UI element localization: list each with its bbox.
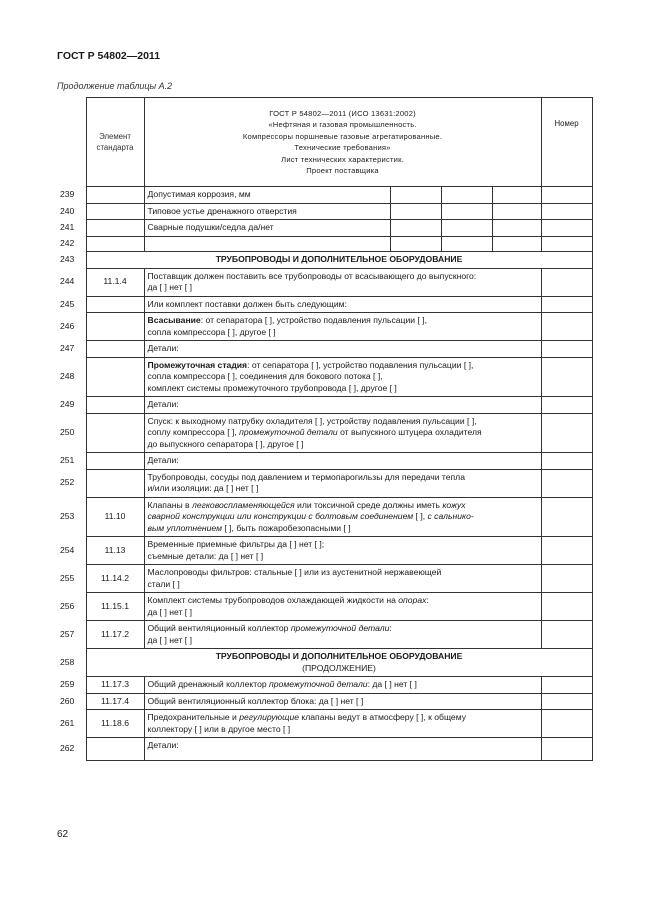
row-number: 249 — [60, 399, 75, 409]
clause-ref — [86, 397, 144, 414]
value-cell[interactable] — [541, 187, 592, 204]
clause-ref — [86, 220, 144, 237]
value-cell[interactable] — [441, 220, 492, 237]
row-text: Детали: — [144, 738, 541, 761]
row-text — [144, 236, 390, 252]
row-number: 251 — [60, 455, 75, 465]
clause-ref — [86, 296, 144, 313]
table-header-row — [57, 98, 592, 187]
clause-ref: 11.1.4 — [86, 268, 144, 296]
row-text: Всасывание: от сепаратора [ ], устройство подавления пульсации [ ], сопла компрессора [ ], другое [ ] — [144, 313, 541, 341]
table-row — [57, 537, 592, 565]
row-text: Комплект системы трубопроводов охлаждающей жидкости на опорах: да [ ] нет [ ] — [144, 593, 541, 621]
table-row — [57, 268, 592, 296]
row-number: 241 — [60, 222, 75, 232]
number-cell[interactable] — [541, 469, 592, 497]
row-text: Временные приемные фильтры да [ ] нет [ ]; съемные детали: да [ ] нет [ ] — [144, 537, 541, 565]
table-row — [57, 621, 592, 649]
table-row — [57, 649, 592, 677]
value-cell[interactable] — [492, 220, 541, 237]
clause-ref — [86, 341, 144, 358]
number-cell[interactable] — [541, 341, 592, 358]
value-cell[interactable] — [541, 236, 592, 252]
row-text: Типовое устье дренажного отверстия — [144, 203, 390, 220]
number-cell[interactable] — [541, 677, 592, 694]
value-cell[interactable] — [492, 203, 541, 220]
sheet-title: ГОСТ Р 54802—2011 (ИСО 13631:2002) «Нефтяная и газовая промышленность. Компрессоры поршневые газовые агрегатированные. Технические требования» Лист технических характеристик. Проект поставщика — [144, 98, 541, 187]
row-text: Общий вентиляционный коллектор блока: да [ ] нет [ ] — [144, 693, 541, 710]
table-row — [57, 236, 592, 252]
row-text: Или комплект поставки должен быть следующим: — [144, 296, 541, 313]
number-cell[interactable] — [541, 710, 592, 738]
value-cell[interactable] — [492, 236, 541, 252]
value-cell[interactable] — [541, 203, 592, 220]
page-number: 62 — [57, 829, 69, 840]
table-row — [57, 693, 592, 710]
row-number: 246 — [60, 320, 75, 331]
clause-ref: 11.13 — [86, 537, 144, 565]
table-row — [57, 203, 592, 220]
table-row — [57, 677, 592, 694]
row-number: 247 — [60, 343, 75, 353]
row-number: 245 — [60, 298, 75, 309]
section-heading: ТРУБОПРОВОДЫ И ДОПОЛНИТЕЛЬНОЕ ОБОРУДОВАНИЕ — [86, 252, 592, 269]
number-cell[interactable] — [541, 313, 592, 341]
row-text: Промежуточная стадия: от сепаратора [ ], устройство подавления пульсации [ ], сопла компрессора [ ], соединения для бокового потока [ ], комплект системы промежуточного трубопровода [ ], другое [ ] — [144, 357, 541, 397]
number-cell[interactable] — [541, 357, 592, 397]
number-cell[interactable] — [541, 738, 592, 761]
row-number: 243 — [60, 254, 75, 264]
row-number: 257 — [60, 628, 75, 639]
value-cell[interactable] — [441, 187, 492, 204]
number-cell[interactable] — [541, 413, 592, 453]
row-number: 256 — [60, 600, 75, 611]
clause-ref: 11.17.2 — [86, 621, 144, 649]
row-text: Детали: — [144, 341, 541, 358]
row-number: 254 — [60, 544, 75, 555]
clause-ref — [86, 357, 144, 397]
row-number: 252 — [60, 477, 75, 488]
standard-header: ГОСТ Р 54802—2011 — [57, 50, 161, 62]
clause-ref — [86, 453, 144, 470]
table-row — [57, 341, 592, 358]
table-row — [57, 220, 592, 237]
row-text: Спуск: к выходному патрубку охладителя [ ], устройству подавления пульсации [ ], соплу компрессора [ ], промежуточной детали от выпускного штуцера охладителя до выпускного сепаратора [ ], другое [ ] — [144, 413, 541, 453]
table-row — [57, 710, 592, 738]
row-text: Детали: — [144, 397, 541, 414]
value-cell[interactable] — [390, 220, 441, 237]
table-row — [57, 453, 592, 470]
clause-ref: 11.17.4 — [86, 693, 144, 710]
number-cell[interactable] — [541, 565, 592, 593]
clause-ref — [86, 203, 144, 220]
number-cell[interactable] — [541, 693, 592, 710]
row-number: 258 — [60, 656, 75, 667]
row-text: Детали: — [144, 453, 541, 470]
value-cell[interactable] — [390, 203, 441, 220]
table-row — [57, 593, 592, 621]
value-cell[interactable] — [390, 187, 441, 204]
clause-ref: 11.18.6 — [86, 710, 144, 738]
table-row — [57, 397, 592, 414]
table-row — [57, 252, 592, 269]
row-number: 248 — [60, 371, 75, 381]
row-number: 255 — [60, 572, 75, 583]
clause-ref: 11.14.2 — [86, 565, 144, 593]
row-text: Допустимая коррозия, мм — [144, 187, 390, 204]
row-number: 239 — [60, 189, 75, 199]
number-cell[interactable] — [541, 296, 592, 313]
table-row — [57, 313, 592, 341]
clause-ref: 11.17.3 — [86, 677, 144, 694]
value-cell[interactable] — [492, 187, 541, 204]
number-cell[interactable] — [541, 621, 592, 649]
clause-ref — [86, 413, 144, 453]
row-number: 250 — [60, 427, 75, 437]
table-row — [57, 497, 592, 537]
number-cell[interactable] — [541, 537, 592, 565]
clause-ref: 11.10 — [86, 497, 144, 537]
table-continuation-caption: Продолжение таблицы А.2 — [57, 81, 173, 91]
table-row — [57, 187, 592, 204]
clause-ref — [86, 469, 144, 497]
column-header-number: Номер — [541, 98, 592, 187]
number-cell[interactable] — [541, 453, 592, 470]
row-number: 242 — [60, 238, 75, 248]
value-cell[interactable] — [441, 203, 492, 220]
table-row — [57, 413, 592, 453]
row-text: Общий вентиляционный коллектор промежуточной детали: да [ ] нет [ ] — [144, 621, 541, 649]
data-sheet-table — [57, 97, 593, 761]
row-number: 262 — [60, 743, 75, 754]
row-text: Сварные подушки/седла да/нет — [144, 220, 390, 237]
row-text: Трубопроводы, сосуды под давлением и термопарогильзы для передачи тепла и/или изоляции: да [ ] нет [ ] — [144, 469, 541, 497]
row-number: 240 — [60, 205, 75, 216]
table-row — [57, 357, 592, 397]
column-header-element: Элемент стандарта — [86, 98, 144, 187]
row-text: Предохранительные и регулирующие клапаны ведут в атмосферу [ ], к общему коллектору [ ] или в другое место [ ] — [144, 710, 541, 738]
clause-ref — [86, 236, 144, 252]
row-number: 259 — [60, 679, 75, 689]
value-cell[interactable] — [390, 236, 441, 252]
number-cell[interactable] — [541, 268, 592, 296]
section-heading: ТРУБОПРОВОДЫ И ДОПОЛНИТЕЛЬНОЕ ОБОРУДОВАНИЕ (ПРОДОЛЖЕНИЕ) — [86, 649, 592, 677]
row-number: 260 — [60, 695, 75, 706]
number-cell[interactable] — [541, 497, 592, 537]
table-row — [57, 296, 592, 313]
row-number: 253 — [60, 511, 75, 521]
clause-ref — [86, 313, 144, 341]
row-text: Поставщик должен поставить все трубопроводы от всасывающего до выпускного: да [ ] нет [ ] — [144, 268, 541, 296]
row-number: 261 — [60, 717, 75, 728]
number-cell[interactable] — [541, 397, 592, 414]
table-row — [57, 469, 592, 497]
row-text: Общий дренажный коллектор промежуточной детали: да [ ] нет [ ] — [144, 677, 541, 694]
clause-ref — [86, 738, 144, 761]
row-text: Клапаны в легковоспламеняющейся или токсичной среде должны иметь кожух сварной конструкции или конструкции с болтовым соединением [ ], с сальнико- вым уплотнением [ ], быть пожаробезопасными [ ] — [144, 497, 541, 537]
value-cell[interactable] — [441, 236, 492, 252]
clause-ref — [86, 187, 144, 204]
number-cell[interactable] — [541, 593, 592, 621]
value-cell[interactable] — [541, 220, 592, 237]
row-number: 244 — [60, 276, 75, 287]
clause-ref: 11.15.1 — [86, 593, 144, 621]
table-row — [57, 738, 592, 761]
table-row — [57, 565, 592, 593]
row-text: Маслопроводы фильтров: стальные [ ] или из аустенитной нержавеющей стали [ ] — [144, 565, 541, 593]
